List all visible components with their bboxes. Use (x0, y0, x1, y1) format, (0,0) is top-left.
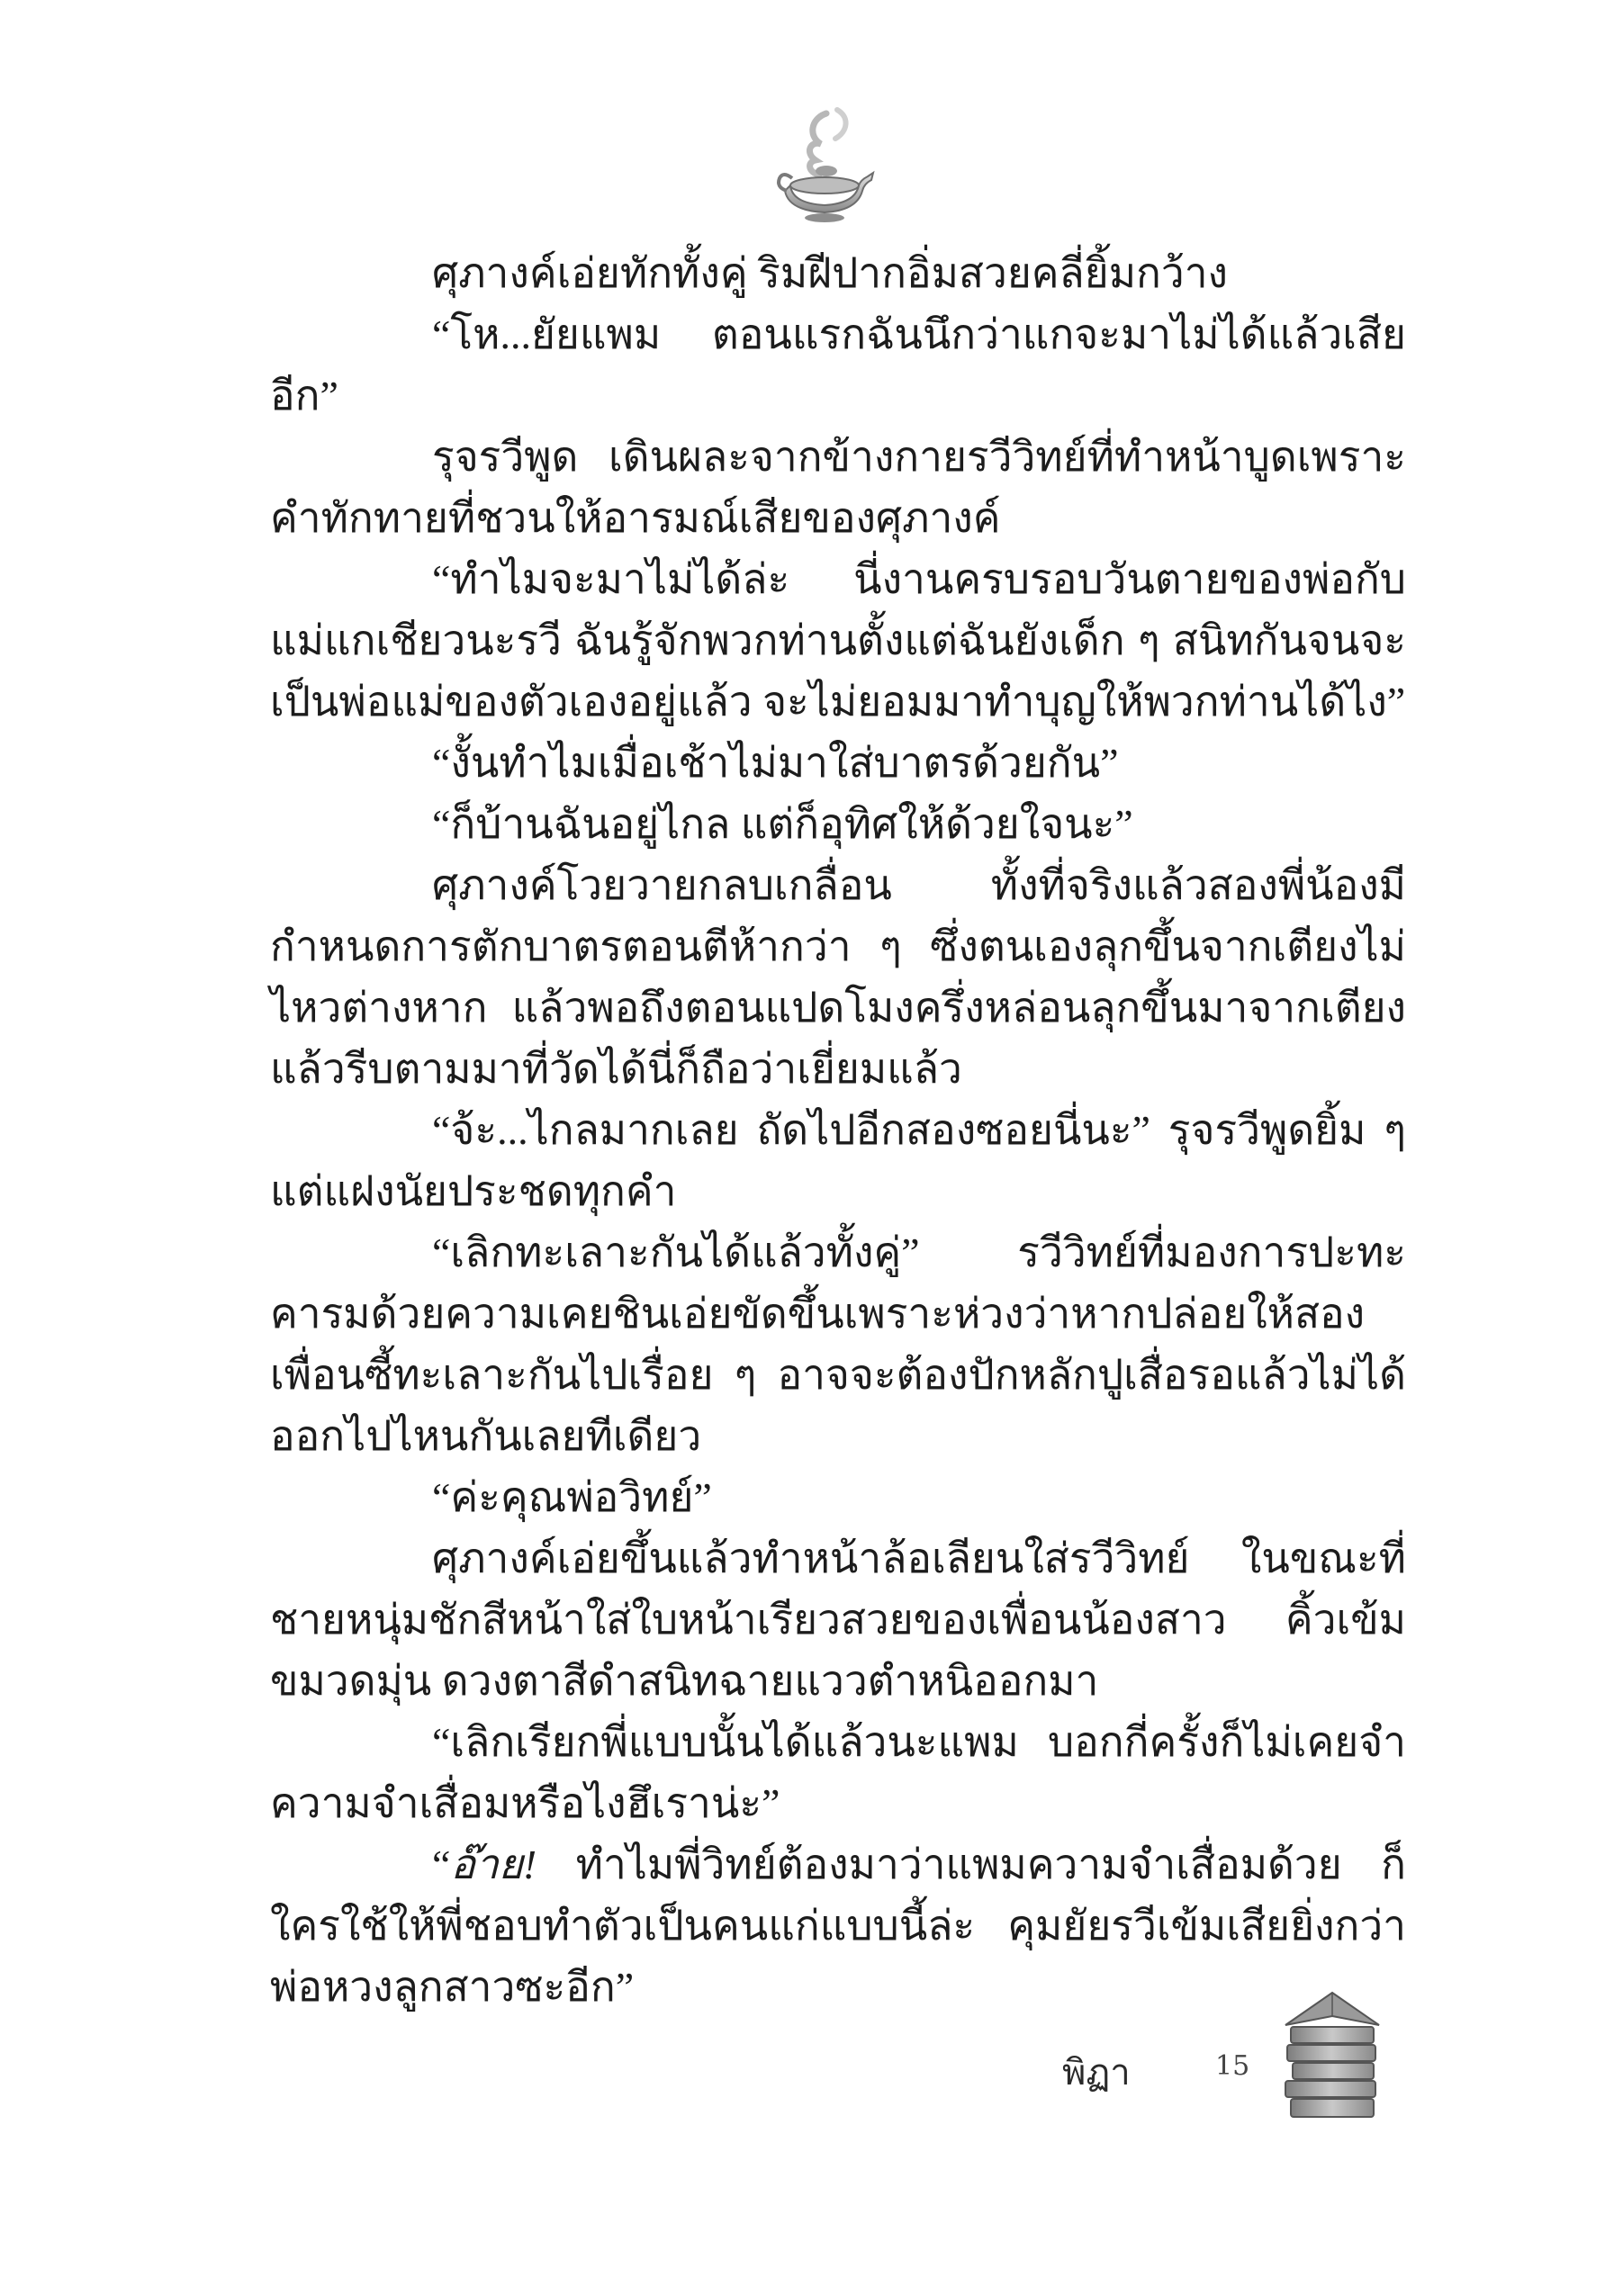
paragraph: “เลิกเรียกพี่แบบนั้นได้แล้วนะแพม บอกกี่ครั้งก็ไม่เคยจำความจำเสื่อมหรือไงฮึเราน่ะ” (270, 1719, 1406, 1826)
book-title-label: พิฏา (1062, 2052, 1131, 2093)
paragraph: “โห...ยัยแพม ตอนแรกฉันนึกว่าแกจะมาไม่ได้แล้วเสียอีก” (270, 311, 1406, 419)
paragraph: ศุภางค์โวยวายกลบเกลื่อน ทั้งที่จริงแล้วสองพี่น้องมีกำหนดการตักบาตรตอนตีห้ากว่า ๆ ซึ่งตนเองลุกขึ้นจากเตียงไม่ไหวต่างหาก แล้วพอถึงตอนแปดโมงครึ่งหล่อนลุกขึ้นมาจากเตียงแล้วรีบตามมาที่วัดได้นี่ก็ถือว่าเยี่ยมแล้ว (270, 862, 1406, 1092)
story-text (270, 243, 1406, 2018)
paragraph: “เลิกทะเลาะกันได้แล้วทั้งคู่” รวีวิทย์ที่มองการปะทะคารมด้วยความเคยชินเอ่ยขัดขึ้นเพราะห่วงว่าหากปล่อยให้สองเพื่อนซี้ทะเลาะกันไปเรื่อย ๆ อาจจะต้องปักหลักปูเสื่อรอแล้วไม่ได้ออกไปไหนกันเลยทีเดียว (270, 1229, 1406, 1459)
page-footer (1035, 1989, 1395, 2124)
paragraph: “จ้ะ...ไกลมากเลย ถัดไปอีกสองซอยนี่นะ” รุจรวีพูดยิ้ม ๆ แต่แฝงนัยประชดทุกคำ (270, 1107, 1406, 1214)
paragraph: “ก็บ้านฉันอยู่ไกล แต่ก็อุทิศให้ด้วยใจนะ” (432, 801, 1133, 847)
page-number: 15 (1215, 2050, 1250, 2082)
genie-lamp-icon (774, 106, 875, 225)
paragraph-rest: ทำไมพี่วิทย์ต้องมาว่าแพมความจำเสื่อมด้วย ก็ใครใช้ให้พี่ชอบทำตัวเป็นคนแก่แบบนี้ล่ะ คุมยัยรวีเข้มเสียยิ่งกว่าพ่อหวงลูกสาวซะอีก” (270, 1841, 1406, 2010)
exclamation: อ๊าย! (450, 1841, 537, 1887)
paragraph: “ค่ะคุณพ่อวิทย์” (432, 1474, 712, 1520)
paragraph: รุจรวีพูด เดินผละจากข้างกายรวีวิทย์ที่ทำหน้าบูดเพราะคำทักทายที่ชวนให้อารมณ์เสียของศุภางค์ (270, 434, 1406, 541)
paragraph: “ทำไมจะมาไม่ได้ล่ะ นี่งานครบรอบวันตายของพ่อกับแม่แกเชียวนะรวี ฉันรู้จักพวกท่านตั้งแต่ฉันยังเด็ก ๆ สนิทกันจนจะเป็นพ่อแม่ของตัวเองอยู่แล้ว จะไม่ยอมมาทำบุญให้พวกท่านได้ไง” (270, 556, 1406, 725)
paragraph: ศุภางค์เอ่ยทักทั้งคู่ ริมฝีปากอิ่มสวยคลี่ยิ้มกว้าง (432, 250, 1228, 296)
paragraph: “งั้นทำไมเมื่อเช้าไม่มาใส่บาตรด้วยกัน” (432, 740, 1119, 786)
open-quote: “ (432, 1841, 451, 1887)
paragraph: ศุภางค์เอ่ยขึ้นแล้วทำหน้าล้อเลียนใส่รวีวิทย์ ในขณะที่ชายหนุ่มชักสีหน้าใส่ใบหน้าเรียวสวยของเพื่อนน้องสาว คิ้วเข้มขมวดมุ่น ดวงตาสีดำสนิทฉายแววตำหนิออกมา (270, 1535, 1406, 1704)
stacked-books-icon (1278, 1989, 1386, 2124)
